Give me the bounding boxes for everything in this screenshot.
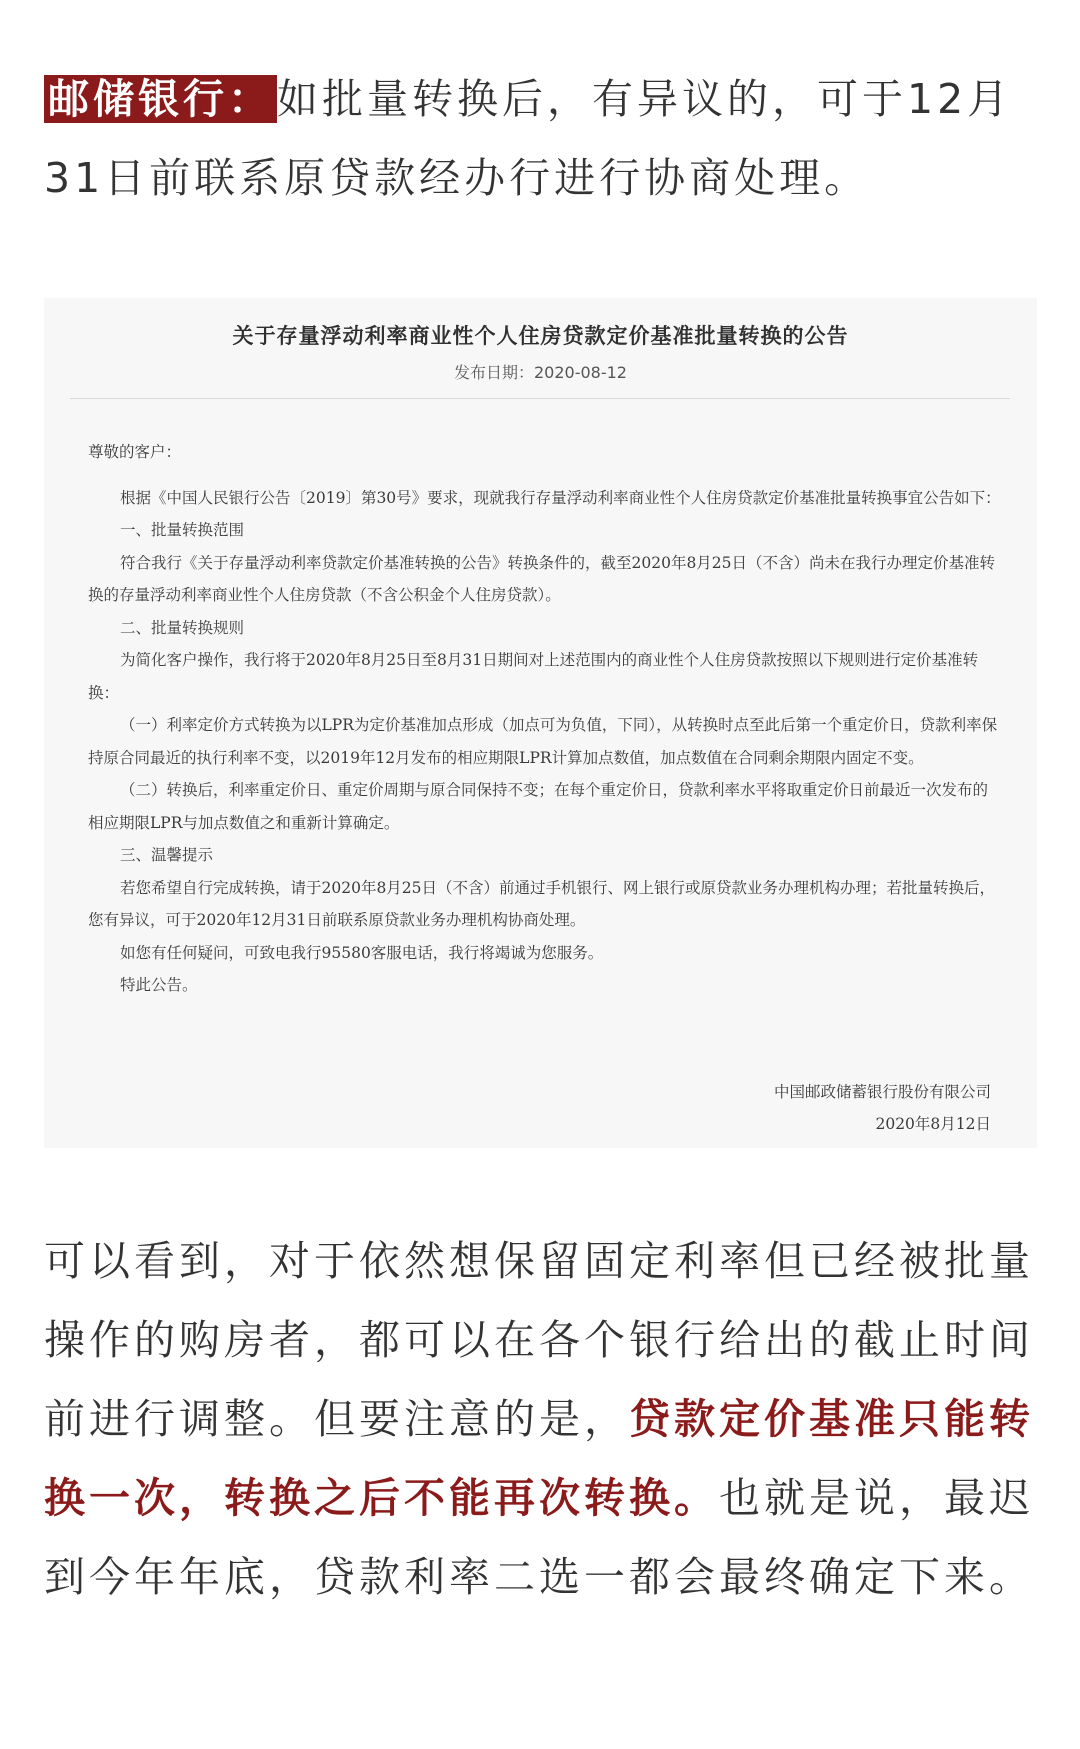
notice-paragraph: （一）利率定价方式转换为以LPR为定价基准加点形成（加点可为负值，下同），从转换时点至此后第一个重定价日，贷款利率保持原合同最近的执行利率不变，以2019年12月发布的相应期限LPR计算加点数值，加点数值在合同剩余期限内固定不变。: [88, 716, 998, 767]
notice-signature-date: 2020年8月12日: [875, 1115, 991, 1133]
bank-label: 邮储银行：: [44, 75, 277, 123]
conclusion-emphasis: 贷款定价基准只能转换一次，转换之后不能再次转换。: [44, 1395, 1034, 1522]
notice-section-heading: 二、批量转换规则: [120, 618, 245, 637]
notice-divider: [70, 398, 1010, 399]
notice-paragraph: 特此公告。: [120, 976, 198, 994]
notice-paragraph: 根据《中国人民银行公告〔2019〕第30号》要求，现就我行存量浮动利率商业性个人住房贷款定价基准批量转换事宜公告如下：: [120, 488, 1001, 507]
notice-paragraph: 为简化客户操作，我行将于2020年8月25日至8月31日期间对上述范围内的商业性个人住房贷款按照以下规则进行定价基准转换：: [88, 651, 979, 702]
intro-paragraph: [44, 60, 1039, 218]
notice-signature: 中国邮政储蓄银行股份有限公司: [773, 1083, 991, 1101]
notice-publish-date: 发布日期：2020-08-12: [454, 363, 627, 382]
notice-paragraph: （二）转换后，利率重定价日、重定价周期与原合同保持不变；在每个重定价日，贷款利率水平将取重定价日前最近一次发布的相应期限LPR与加点数值之和重新计算确定。: [88, 781, 989, 832]
notice-body: [88, 436, 1003, 1002]
notice-greeting: 尊敬的客户：: [88, 443, 182, 461]
notice-paragraph: 如您有任何疑问，可致电我行95580客服电话，我行将竭诚为您服务。: [120, 943, 604, 962]
conclusion-text-before: 可以看到，对于依然想保留固定利率但已经被批量操作的购房者，都可以在各个银行给出的截止时间前进行调整。但要注意的是，: [44, 1237, 1034, 1443]
notice-paragraph: 符合我行《关于存量浮动利率贷款定价基准转换的公告》转换条件的，截至2020年8月25日（不含）尚未在我行办理定价基准转换的存量浮动利率商业性个人住房贷款（不含公积金个人住房贷款）。: [88, 553, 996, 604]
conclusion-paragraph: [44, 1222, 1039, 1617]
conclusion-text-after: 也就是说，最迟到今年年底，贷款利率二选一都会最终确定下来。: [44, 1474, 1034, 1601]
notice-section-heading: 一、批量转换范围: [120, 521, 245, 539]
intro-text: 如批量转换后，有异议的，可于12月31日前联系原贷款经办行进行协商处理。: [44, 75, 1013, 202]
notice-section-heading: 三、温馨提示: [120, 846, 214, 864]
notice-signature-block: [774, 1076, 991, 1140]
notice-title: 关于存量浮动利率商业性个人住房贷款定价基准批量转换的公告: [232, 324, 849, 348]
notice-paragraph: 若您希望自行完成转换，请于2020年8月25日（不含）前通过手机银行、网上银行或原贷款业务办理机构办理；若批量转换后，您有异议，可于2020年12月31日前联系原贷款业务办理机构协商处理。: [88, 878, 996, 929]
notice-image: [44, 298, 1037, 1148]
